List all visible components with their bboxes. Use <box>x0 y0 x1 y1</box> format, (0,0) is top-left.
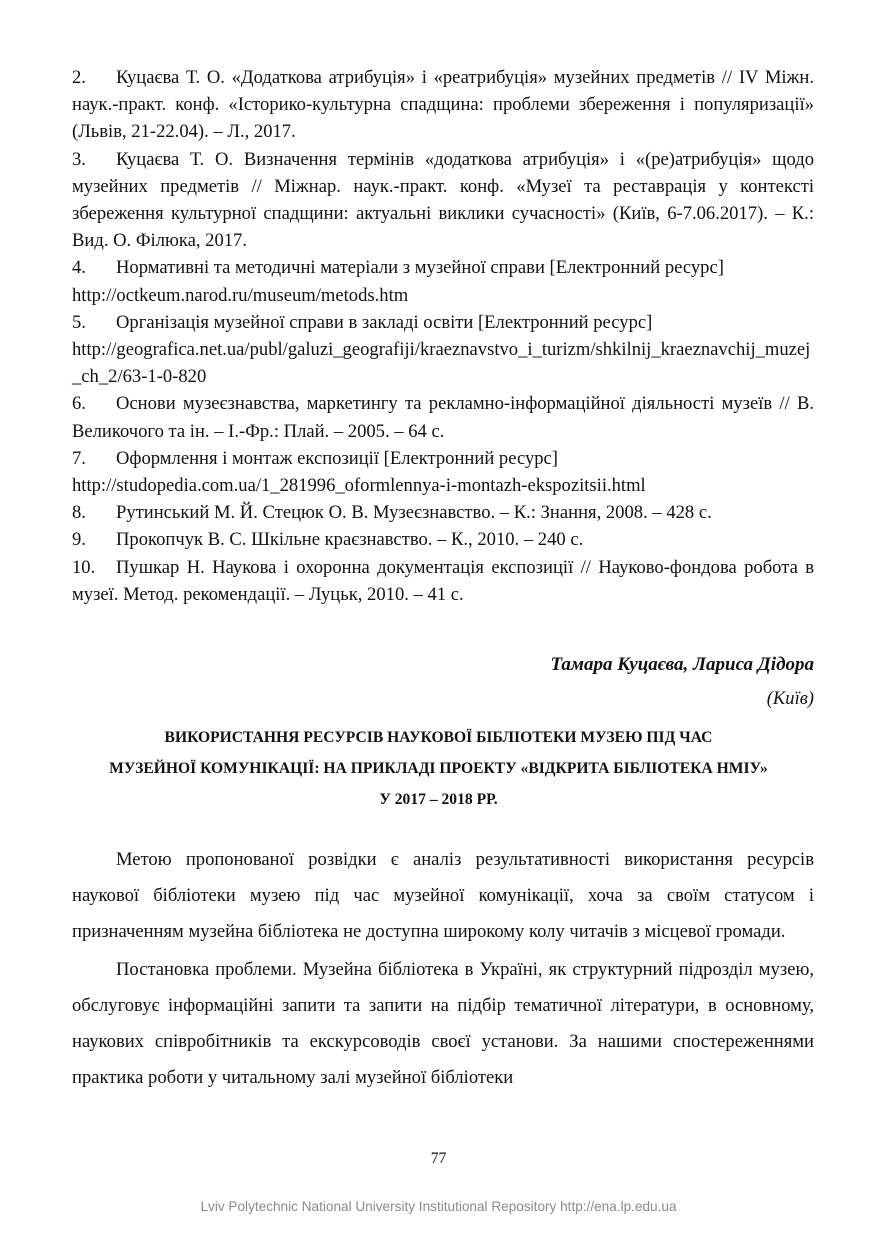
body-paragraph: Метою пропонованої розвідки є аналіз результативності використання ресурсів наукової бібліотеки музею під час музейної комунікації, хоча за своїм статусом і призначенням музейна бібліотека не доступна широкому колу читачів з місцевої громади. <box>72 849 814 942</box>
article-city: (Київ) <box>766 688 814 709</box>
reference-number: 3. <box>72 148 86 170</box>
article-authors: Тамара Куцаєва, Лариса Дідора <box>550 654 814 675</box>
reference-number: 2. <box>72 67 86 88</box>
reference-number: 6. <box>72 393 86 415</box>
reference-url[interactable]: http://studopedia.com.ua/1_281996_oformlennya-i-montazh-ekspozitsii.html <box>72 475 646 497</box>
reference-url[interactable]: http://octkeum.narod.ru/museum/metods.htm <box>72 284 409 306</box>
reference-item <box>72 499 814 526</box>
article-title-line: ВИКОРИСТАННЯ РЕСУРСІВ НАУКОВОЇ БІБЛІОТЕКИ МУЗЕЮ ПІД ЧАС <box>164 729 713 746</box>
reference-item <box>72 254 814 308</box>
page-number: 77 <box>430 1150 447 1167</box>
reference-text: Основи музеєзнавства, маркетингу та рекламно-інформаційної діяльності музеїв // В. Великочого та ін. – І.-Фр.: Плай. – 2005. – 64 с. <box>72 393 814 442</box>
article-title <box>60 722 817 815</box>
reference-number: 7. <box>72 447 86 469</box>
repository-footer: Lviv Polytechnic National University Institutional Repository http://ena.lp.edu.ua <box>200 1199 677 1214</box>
reference-item <box>72 445 814 499</box>
body-paragraph: Постановка проблеми. Музейна бібліотека в Україні, як структурний підрозділ музею, обслуговує інформаційні запити та запити на підбір тематичної літератури, в основному, наукових співробітників та екскурсоводів своєї установи. За нашими спостереженнями практика роботи у читальному залі музейної бібліотеки <box>72 959 814 1088</box>
reference-number: 10. <box>72 556 96 578</box>
reference-text: Нормативні та методичні матеріали з музейної справи [Електронний ресурс] <box>116 257 724 279</box>
reference-number: 4. <box>72 257 86 279</box>
reference-text: Оформлення і монтаж експозиції [Електронний ресурс] <box>116 447 558 469</box>
reference-text: Прокопчук В. С. Шкільне краєзнавство. – К., 2010. – 240 с. <box>116 529 584 551</box>
reference-item <box>72 64 814 146</box>
reference-url[interactable]: http://geografica.net.ua/publ/galuzi_geografiji/kraeznavstvo_i_turizm/shkilnij_kraeznavchij_muzej_ch_2/63-1-0-820 <box>72 339 811 388</box>
reference-item <box>72 526 814 553</box>
reference-item <box>72 146 814 255</box>
reference-text: Пушкар Н. Наукова і охоронна документація експозиції // Науково-фондова робота в музеї. Метод. рекомендації. – Луцьк, 2010. – 41 с. <box>72 556 814 605</box>
reference-text: Рутинський М. Й. Стецюк О. В. Музеєзнавство. – К.: Знання, 2008. – 428 с. <box>116 502 712 524</box>
reference-number: 8. <box>72 502 86 524</box>
reference-text: Куцаєва Т. О. Визначення термінів «додаткова атрибуція» і «(ре)атрибуція» щодо музейних предметів // Міжнар. наук.-практ. конф. «Музеї та реставрація у контексті збереження культурної спадщини: актуальні виклики сучасності» (Київ, 6-7.06.2017). – К.: Вид. О. Філюка, 2017. <box>72 148 814 252</box>
reference-list <box>72 64 814 608</box>
reference-item <box>72 554 814 608</box>
article-title-line: МУЗЕЙНОЇ КОМУНІКАЦІЇ: НА ПРИКЛАДІ ПРОЕКТУ «ВІДКРИТА БІБЛІОТЕКА НМІУ» <box>109 760 768 777</box>
reference-item <box>72 309 814 391</box>
reference-text: Куцаєва Т. О. «Додаткова атрибуція» і «реатрибуція» музейних предметів // IV Міжн. наук.-практ. конф. «Історико-культурна спадщина: проблеми збереження і популяризації» (Львів, 21-22.04). – Л., 2017. <box>72 67 814 143</box>
reference-number: 9. <box>72 529 86 551</box>
reference-number: 5. <box>72 311 86 333</box>
article-body <box>72 842 814 1099</box>
reference-text: Організація музейної справи в закладі освіти [Електронний ресурс] <box>116 311 653 333</box>
article-title-line: У 2017 – 2018 РР. <box>379 791 498 808</box>
reference-item <box>72 390 814 444</box>
